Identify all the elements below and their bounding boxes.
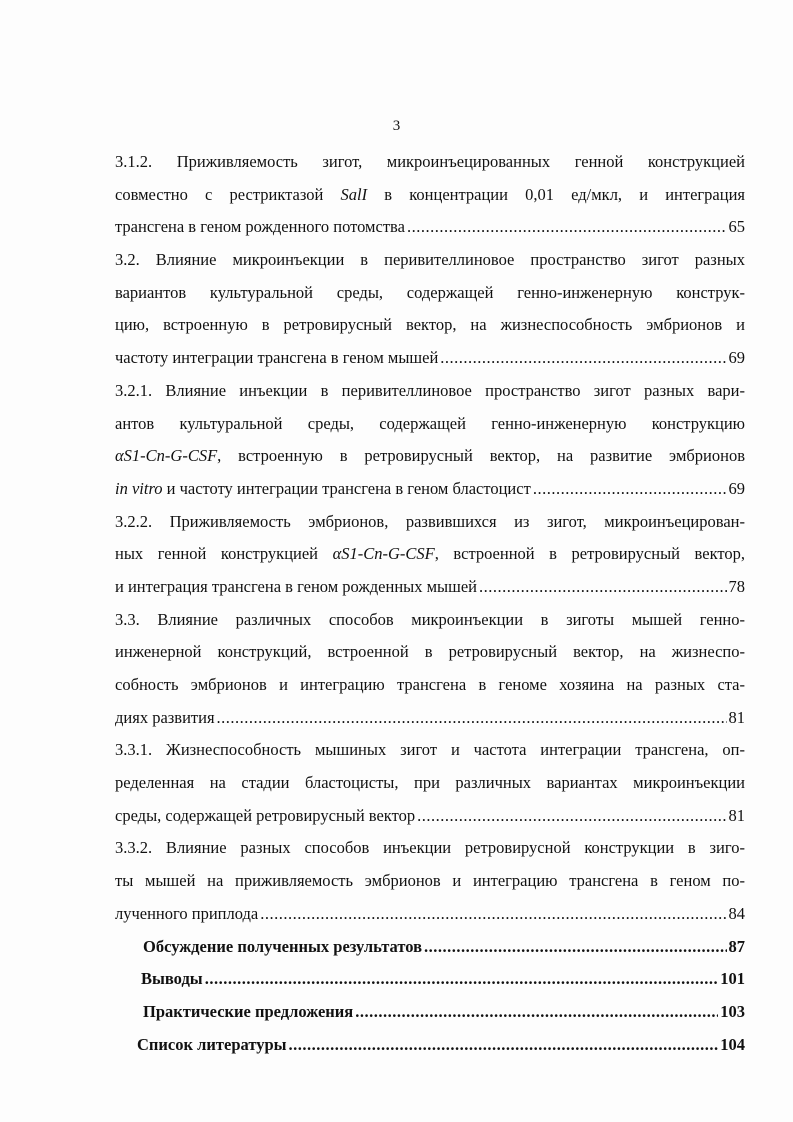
- toc-line-text: 3.3.2. Влияние разных способов инъекции ретровирусной конструкции в зиго-: [115, 838, 745, 858]
- toc-line: [115, 832, 745, 865]
- toc-line: [115, 244, 745, 277]
- toc-line: [115, 931, 745, 964]
- toc-page-number: 81: [728, 805, 745, 825]
- toc-text-fragment: , встроенной в ретровирусный вектор,: [434, 544, 745, 564]
- toc-line-text: [115, 446, 745, 465]
- toc-line-text: [115, 473, 531, 506]
- dot-leader: [417, 800, 726, 833]
- toc-line-text: ределенная на стадии бластоцисты, при различных вариантах микроинъекции: [115, 773, 745, 793]
- toc-line: [115, 538, 745, 571]
- dot-leader: [407, 211, 727, 244]
- toc-line: [115, 375, 745, 408]
- toc-line-text: 3.2.1. Влияние инъекции в перивителлиновое пространство зигот разных вари-: [115, 380, 745, 400]
- toc-line-text: Практические предложения: [143, 1001, 354, 1021]
- toc-line: [115, 342, 745, 375]
- toc-text-fragment: в концентрации 0,01 ед/мкл, и интеграция: [367, 184, 745, 204]
- toc-page-number: 65: [728, 217, 745, 237]
- toc-page-number: 103: [720, 1001, 745, 1021]
- toc-line: [115, 440, 745, 473]
- toc-line: [115, 800, 745, 833]
- toc-line: [115, 571, 745, 604]
- toc-line: [115, 146, 745, 179]
- table-of-contents: [115, 146, 745, 1061]
- toc-line-text: частоту интеграции трансгена в геном мышей: [115, 348, 439, 368]
- dot-leader: [533, 473, 727, 506]
- toc-line: [115, 636, 745, 669]
- toc-line-text: 3.2. Влияние микроинъекции в перивителлиновое пространство зигот разных: [115, 250, 745, 270]
- toc-line-text: Выводы: [141, 969, 203, 989]
- toc-text-fragment: αS1-Cn-G-CSF: [332, 544, 435, 564]
- toc-text-fragment: совместно с рестриктазой: [115, 184, 341, 204]
- toc-page-number: 84: [728, 903, 745, 923]
- toc-line-text: и интеграция трансгена в геном рожденных мышей: [115, 576, 477, 596]
- toc-page-number: 101: [720, 969, 745, 989]
- toc-line: [115, 604, 745, 637]
- toc-text-fragment: ных генной конструкцией: [115, 544, 333, 564]
- toc-text-fragment: и частоту интеграции трансгена в геном бластоцист: [162, 478, 531, 498]
- toc-page-number: 81: [728, 707, 745, 727]
- toc-line-text: Список литературы: [137, 1034, 287, 1054]
- toc-text-fragment: , встроенную в ретровирусный вектор, на развитие эмбрионов: [217, 446, 745, 466]
- toc-line: [115, 963, 745, 996]
- toc-line-text: среды, содержащей ретровирусный вектор: [115, 805, 416, 825]
- dot-leader: [355, 996, 718, 1029]
- dot-leader: [260, 898, 726, 931]
- dot-leader: [205, 963, 719, 996]
- toc-line: [115, 309, 745, 342]
- toc-line: [115, 506, 745, 539]
- toc-line-text: инженерной конструкций, встроенной в ретровирусный вектор, на жизнеспо-: [115, 642, 745, 662]
- toc-line: [115, 996, 745, 1029]
- toc-line-text: антов культуральной среды, содержащей генно-инженерную конструкцию: [115, 413, 745, 433]
- toc-line: [115, 898, 745, 931]
- toc-line: [115, 734, 745, 767]
- toc-page-number: 87: [728, 936, 745, 956]
- toc-page-number: 104: [720, 1034, 745, 1054]
- toc-line: [115, 767, 745, 800]
- toc-line-text: трансгена в геном рожденного потомства: [115, 217, 405, 237]
- dot-leader: [289, 1029, 719, 1062]
- toc-line-text: ты мышей на приживляемость эмбрионов и интеграцию трансгена в геном по-: [115, 871, 745, 891]
- toc-line-text: 3.2.2. Приживляемость эмбрионов, развившихся из зигот, микроинъецирован-: [115, 511, 745, 531]
- toc-line-text: вариантов культуральной среды, содержащей генно-инженерную конструк-: [115, 282, 745, 302]
- toc-line-text: 3.3. Влияние различных способов микроинъекции в зиготы мышей генно-: [115, 609, 745, 629]
- toc-line-text: диях развития: [115, 707, 215, 727]
- toc-line-text: Обсуждение полученных результатов: [143, 936, 423, 956]
- toc-line: [115, 669, 745, 702]
- dot-leader: [424, 931, 726, 964]
- toc-line: [115, 865, 745, 898]
- toc-line-text: лученного приплода: [115, 903, 259, 923]
- toc-line-text: [115, 544, 745, 563]
- dot-leader: [217, 702, 727, 735]
- toc-line-text: собность эмбрионов и интеграцию трансгена в геноме хозяина на разных ста-: [115, 675, 745, 694]
- toc-line: [115, 211, 745, 244]
- toc-line-text: 3.3.1. Жизнеспособность мышиных зигот и частота интеграции трансгена, оп-: [115, 740, 745, 760]
- toc-text-fragment: SalI: [340, 184, 368, 204]
- toc-page-number: 69: [728, 478, 745, 498]
- dot-leader: [479, 571, 727, 604]
- toc-line: [115, 277, 745, 310]
- page-number: 3: [392, 118, 401, 134]
- toc-page-number: 69: [728, 348, 745, 368]
- toc-line-text: [115, 185, 745, 204]
- toc-line: [115, 473, 745, 506]
- toc-text-fragment: αS1-Cn-G-CSF: [115, 446, 218, 466]
- toc-text-fragment: in vitro: [115, 478, 163, 498]
- toc-line: [115, 179, 745, 212]
- toc-line: [115, 1029, 745, 1062]
- toc-line: [115, 702, 745, 735]
- dot-leader: [440, 342, 726, 375]
- toc-line-text: 3.1.2. Приживляемость зигот, микроинъецированных генной конструкцией: [115, 152, 745, 171]
- toc-line: [115, 408, 745, 441]
- toc-page-number: 78: [728, 576, 745, 596]
- toc-line-text: цию, встроенную в ретровирусный вектор, на жизнеспособность эмбрионов и: [115, 315, 745, 335]
